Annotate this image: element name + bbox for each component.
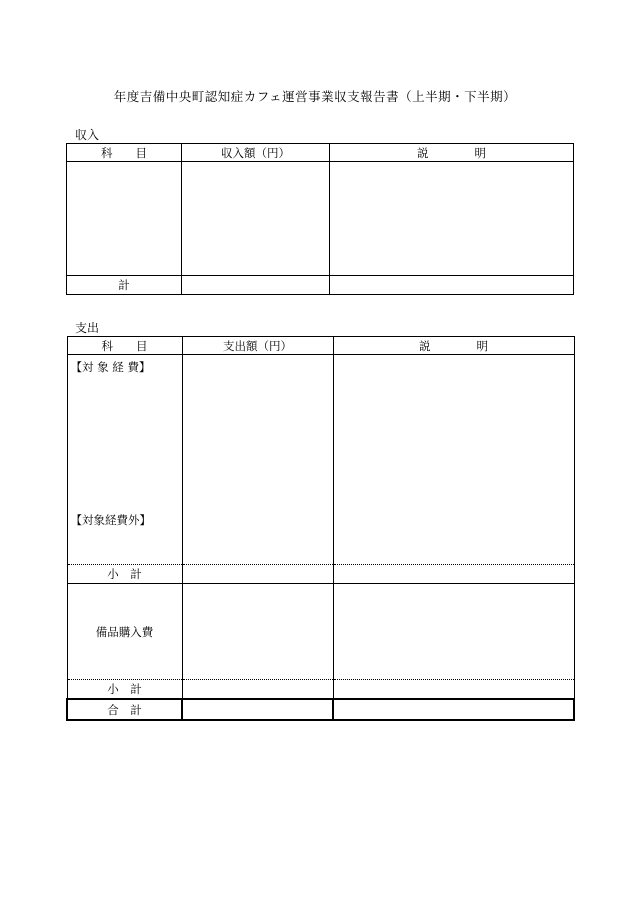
expense-subtotal2-label: 小 計	[67, 680, 182, 700]
income-desc-cell[interactable]	[330, 162, 574, 276]
expense-col-amount: 支出額（円）	[182, 337, 333, 355]
income-header-row	[67, 144, 574, 162]
income-col-desc: 説 明	[330, 144, 574, 162]
grand-total-row	[67, 699, 574, 720]
expense-subtotal2-row	[67, 680, 574, 700]
expense-body-row	[67, 355, 574, 565]
expense-subtotal-amount[interactable]	[182, 565, 333, 584]
expense-col-desc: 説 明	[333, 337, 574, 355]
equipment-desc-cell[interactable]	[333, 584, 574, 680]
expense-subtotal-label: 小 計	[67, 565, 182, 584]
expense-table	[66, 336, 575, 721]
page-title: 年度吉備中央町認知症カフェ運営事業収支報告書（上半期・下半期）	[113, 89, 517, 104]
income-total-desc[interactable]	[330, 276, 574, 295]
income-total-row	[67, 276, 574, 295]
income-total-amount[interactable]	[182, 276, 330, 295]
income-amount-cell[interactable]	[182, 162, 330, 276]
equipment-amount-cell[interactable]	[182, 584, 333, 680]
income-col-item: 科 目	[67, 144, 182, 162]
equipment-row	[67, 584, 574, 680]
income-item-cell[interactable]	[67, 162, 182, 276]
expense-section-label: 支出	[75, 321, 100, 335]
income-total-label: 計	[67, 276, 182, 295]
income-section-label: 収入	[75, 128, 100, 142]
expense-col-item: 科 目	[67, 337, 182, 355]
income-body-row	[67, 162, 574, 276]
grand-total-label: 合 計	[67, 699, 182, 720]
expense-amount-cell[interactable]	[182, 355, 333, 565]
equipment-label: 備品購入費	[67, 584, 182, 680]
income-table	[66, 143, 574, 295]
expense-subtotal-desc[interactable]	[333, 565, 574, 584]
grand-total-desc[interactable]	[333, 699, 574, 720]
grand-total-amount[interactable]	[182, 699, 333, 720]
income-col-amount: 収入額（円）	[182, 144, 330, 162]
expense-subtotal-row	[67, 565, 574, 584]
target-expense-label: 【対 象 経 費】	[70, 360, 151, 374]
expense-item-cell[interactable]	[67, 355, 182, 565]
expense-header-row	[67, 337, 574, 355]
expense-subtotal2-desc[interactable]	[333, 680, 574, 700]
nontarget-expense-label: 【対象経費外】	[70, 513, 151, 527]
expense-desc-cell[interactable]	[333, 355, 574, 565]
expense-subtotal2-amount[interactable]	[182, 680, 333, 700]
